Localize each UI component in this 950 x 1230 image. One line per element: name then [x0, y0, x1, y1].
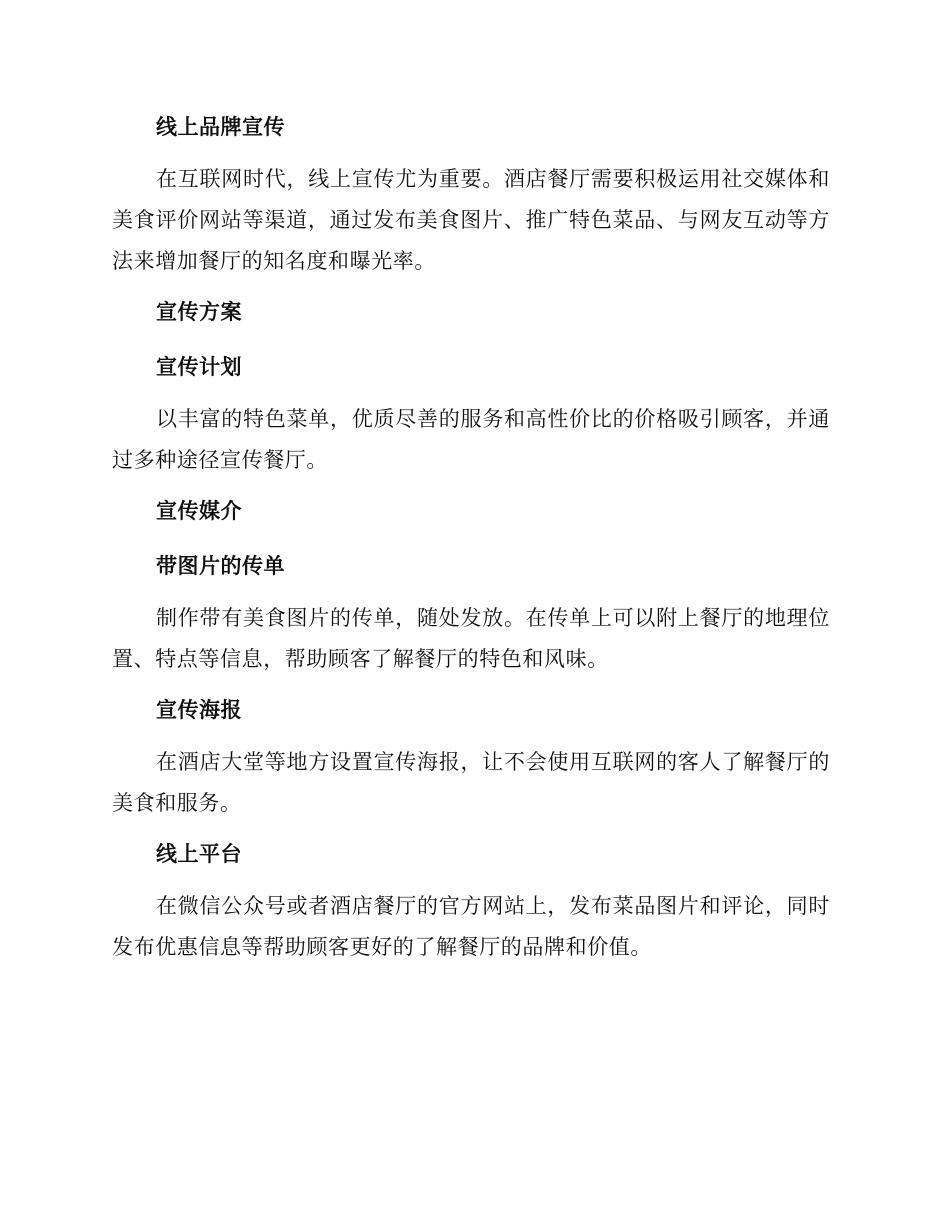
heading-promo-plan-overview: 宣传方案 — [156, 300, 242, 324]
paragraph-promo-schedule: 以丰富的特色菜单，优质尽善的服务和高性价比的价格吸引顾客，并通过多种途径宣传餐厅。 — [112, 407, 830, 472]
heading-flyers: 带图片的传单 — [156, 554, 285, 578]
paragraph-flyers: 制作带有美食图片的传单，随处发放。在传单上可以附上餐厅的地理位置、特点等信息，帮助顾客了解餐厅的特色和风味。 — [112, 606, 830, 671]
paragraph-posters: 在酒店大堂等地方设置宣传海报，让不会使用互联网的客人了解餐厅的美食和服务。 — [112, 750, 830, 815]
paragraph-online-platform: 在微信公众号或者酒店餐厅的官方网站上，发布菜品图片和评论，同时发布优惠信息等帮助顾客更好的了解餐厅的品牌和价值。 — [112, 894, 830, 959]
heading-promo-media: 宣传媒介 — [156, 499, 242, 523]
heading-online-platform: 线上平台 — [156, 842, 242, 866]
document-body — [112, 111, 830, 968]
paragraph-online-brand: 在互联网时代，线上宣传尤为重要。酒店餐厅需要积极运用社交媒体和美食评价网站等渠道，通过发布美食图片、推广特色菜品、与网友互动等方法来增加餐厅的知名度和曝光率。 — [112, 167, 830, 273]
heading-promo-schedule: 宣传计划 — [156, 355, 242, 379]
heading-posters: 宣传海报 — [156, 698, 242, 722]
heading-online-brand: 线上品牌宣传 — [156, 115, 285, 139]
